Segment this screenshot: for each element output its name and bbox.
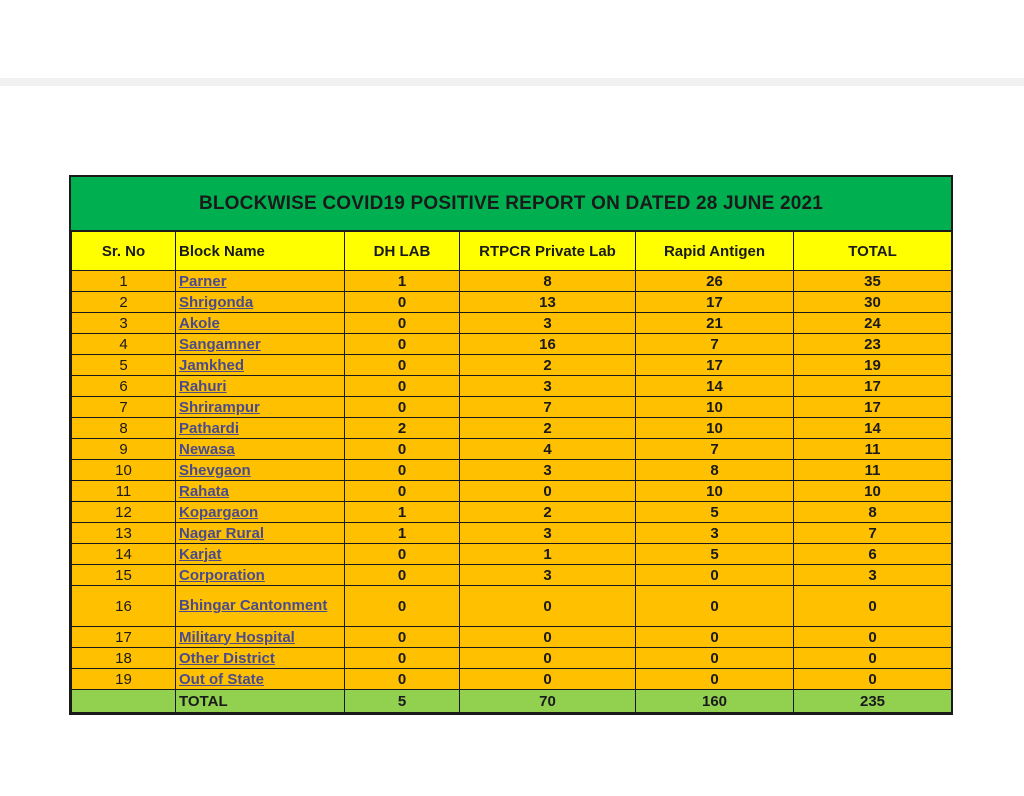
cell-total: 11 (794, 439, 952, 460)
cell-rtpcr: 3 (460, 376, 636, 397)
cell-rtpcr: 7 (460, 397, 636, 418)
cell-block-name: Karjat (176, 544, 345, 565)
cell-sr-no: 5 (72, 355, 176, 376)
totals-dh-lab: 5 (345, 690, 460, 713)
cell-rtpcr: 2 (460, 502, 636, 523)
top-divider-strip (0, 78, 1024, 86)
report-title: BLOCKWISE COVID19 POSITIVE REPORT ON DATED 28 JUNE 2021 (71, 177, 951, 231)
cell-sr-no: 4 (72, 334, 176, 355)
cell-rapid-antigen: 3 (636, 523, 794, 544)
table-row (72, 271, 952, 292)
table-body (72, 271, 952, 690)
header-sr-no: Sr. No (72, 232, 176, 271)
cell-rtpcr: 3 (460, 313, 636, 334)
cell-sr-no: 9 (72, 439, 176, 460)
cell-total: 0 (794, 627, 952, 648)
cell-dh-lab: 0 (345, 397, 460, 418)
cell-rtpcr: 2 (460, 418, 636, 439)
cell-dh-lab: 0 (345, 313, 460, 334)
cell-rtpcr: 1 (460, 544, 636, 565)
cell-rtpcr: 4 (460, 439, 636, 460)
cell-block-name: Out of State (176, 669, 345, 690)
cell-total: 0 (794, 648, 952, 669)
table-row (72, 313, 952, 334)
table-row (72, 334, 952, 355)
cell-sr-no: 15 (72, 565, 176, 586)
cell-rtpcr: 16 (460, 334, 636, 355)
cell-rapid-antigen: 10 (636, 418, 794, 439)
cell-rapid-antigen: 21 (636, 313, 794, 334)
cell-rtpcr: 8 (460, 271, 636, 292)
cell-dh-lab: 0 (345, 376, 460, 397)
header-total: TOTAL (794, 232, 952, 271)
cell-rtpcr: 3 (460, 460, 636, 481)
cell-sr-no: 10 (72, 460, 176, 481)
table-row (72, 565, 952, 586)
cell-rapid-antigen: 17 (636, 355, 794, 376)
cell-rtpcr: 0 (460, 627, 636, 648)
cell-block-name: Akole (176, 313, 345, 334)
cell-sr-no: 16 (72, 586, 176, 627)
cell-dh-lab: 0 (345, 544, 460, 565)
table-row (72, 627, 952, 648)
cell-sr-no: 17 (72, 627, 176, 648)
cell-sr-no: 18 (72, 648, 176, 669)
cell-block-name: Rahata (176, 481, 345, 502)
totals-label: TOTAL (176, 690, 345, 713)
cell-rtpcr: 13 (460, 292, 636, 313)
cell-rtpcr: 3 (460, 523, 636, 544)
cell-dh-lab: 1 (345, 502, 460, 523)
cell-total: 0 (794, 669, 952, 690)
cell-rapid-antigen: 10 (636, 397, 794, 418)
cell-dh-lab: 2 (345, 418, 460, 439)
cell-sr-no: 13 (72, 523, 176, 544)
cell-total: 23 (794, 334, 952, 355)
totals-sr-empty (72, 690, 176, 713)
cell-rapid-antigen: 26 (636, 271, 794, 292)
cell-total: 10 (794, 481, 952, 502)
table-row (72, 376, 952, 397)
table-row (72, 502, 952, 523)
cell-sr-no: 6 (72, 376, 176, 397)
cell-dh-lab: 0 (345, 627, 460, 648)
cell-dh-lab: 0 (345, 669, 460, 690)
cell-dh-lab: 1 (345, 271, 460, 292)
totals-row (72, 690, 952, 713)
cell-total: 24 (794, 313, 952, 334)
cell-dh-lab: 1 (345, 523, 460, 544)
cell-rtpcr: 3 (460, 565, 636, 586)
cell-block-name: Newasa (176, 439, 345, 460)
cell-dh-lab: 0 (345, 586, 460, 627)
cell-rapid-antigen: 0 (636, 648, 794, 669)
cell-rapid-antigen: 7 (636, 439, 794, 460)
cell-total: 0 (794, 586, 952, 627)
cell-rtpcr: 0 (460, 648, 636, 669)
cell-rapid-antigen: 5 (636, 502, 794, 523)
cell-block-name: Sangamner (176, 334, 345, 355)
cell-block-name: Corporation (176, 565, 345, 586)
cell-total: 8 (794, 502, 952, 523)
table-row (72, 669, 952, 690)
covid-report-table (71, 231, 952, 713)
cell-dh-lab: 0 (345, 565, 460, 586)
table-row (72, 586, 952, 627)
cell-sr-no: 7 (72, 397, 176, 418)
table-row (72, 292, 952, 313)
cell-block-name: Parner (176, 271, 345, 292)
cell-total: 3 (794, 565, 952, 586)
table-row (72, 648, 952, 669)
totals-rapid-antigen: 160 (636, 690, 794, 713)
cell-dh-lab: 0 (345, 334, 460, 355)
cell-sr-no: 1 (72, 271, 176, 292)
cell-sr-no: 19 (72, 669, 176, 690)
cell-block-name: Bhingar Cantonment (176, 586, 345, 627)
cell-dh-lab: 0 (345, 292, 460, 313)
covid-report-table-container (69, 175, 953, 715)
cell-block-name: Nagar Rural (176, 523, 345, 544)
header-block-name: Block Name (176, 232, 345, 271)
cell-sr-no: 8 (72, 418, 176, 439)
cell-rapid-antigen: 0 (636, 669, 794, 690)
totals-total: 235 (794, 690, 952, 713)
cell-block-name: Military Hospital (176, 627, 345, 648)
cell-block-name: Rahuri (176, 376, 345, 397)
cell-total: 19 (794, 355, 952, 376)
cell-rapid-antigen: 0 (636, 627, 794, 648)
cell-total: 17 (794, 376, 952, 397)
cell-total: 30 (794, 292, 952, 313)
cell-sr-no: 3 (72, 313, 176, 334)
totals-rtpcr: 70 (460, 690, 636, 713)
cell-rapid-antigen: 14 (636, 376, 794, 397)
cell-block-name: Pathardi (176, 418, 345, 439)
cell-rtpcr: 0 (460, 586, 636, 627)
table-row (72, 481, 952, 502)
cell-total: 14 (794, 418, 952, 439)
cell-rapid-antigen: 0 (636, 565, 794, 586)
cell-total: 7 (794, 523, 952, 544)
cell-total: 6 (794, 544, 952, 565)
table-row (72, 439, 952, 460)
cell-dh-lab: 0 (345, 481, 460, 502)
cell-block-name: Kopargaon (176, 502, 345, 523)
cell-rtpcr: 0 (460, 669, 636, 690)
cell-dh-lab: 0 (345, 460, 460, 481)
table-row (72, 523, 952, 544)
cell-sr-no: 2 (72, 292, 176, 313)
cell-rapid-antigen: 7 (636, 334, 794, 355)
cell-sr-no: 14 (72, 544, 176, 565)
cell-block-name: Shrirampur (176, 397, 345, 418)
cell-sr-no: 12 (72, 502, 176, 523)
cell-dh-lab: 0 (345, 648, 460, 669)
header-rapid-antigen: Rapid Antigen (636, 232, 794, 271)
cell-rapid-antigen: 5 (636, 544, 794, 565)
header-rtpcr-private-lab: RTPCR Private Lab (460, 232, 636, 271)
cell-rapid-antigen: 8 (636, 460, 794, 481)
cell-total: 35 (794, 271, 952, 292)
cell-rtpcr: 0 (460, 481, 636, 502)
cell-dh-lab: 0 (345, 355, 460, 376)
cell-block-name: Shrigonda (176, 292, 345, 313)
cell-dh-lab: 0 (345, 439, 460, 460)
cell-rapid-antigen: 0 (636, 586, 794, 627)
table-row (72, 397, 952, 418)
cell-rapid-antigen: 10 (636, 481, 794, 502)
cell-sr-no: 11 (72, 481, 176, 502)
cell-block-name: Shevgaon (176, 460, 345, 481)
cell-rtpcr: 2 (460, 355, 636, 376)
cell-block-name: Jamkhed (176, 355, 345, 376)
table-row (72, 544, 952, 565)
table-row (72, 355, 952, 376)
cell-total: 11 (794, 460, 952, 481)
header-dh-lab: DH LAB (345, 232, 460, 271)
table-header-row (72, 232, 952, 271)
cell-block-name: Other District (176, 648, 345, 669)
table-row (72, 460, 952, 481)
cell-total: 17 (794, 397, 952, 418)
table-row (72, 418, 952, 439)
cell-rapid-antigen: 17 (636, 292, 794, 313)
